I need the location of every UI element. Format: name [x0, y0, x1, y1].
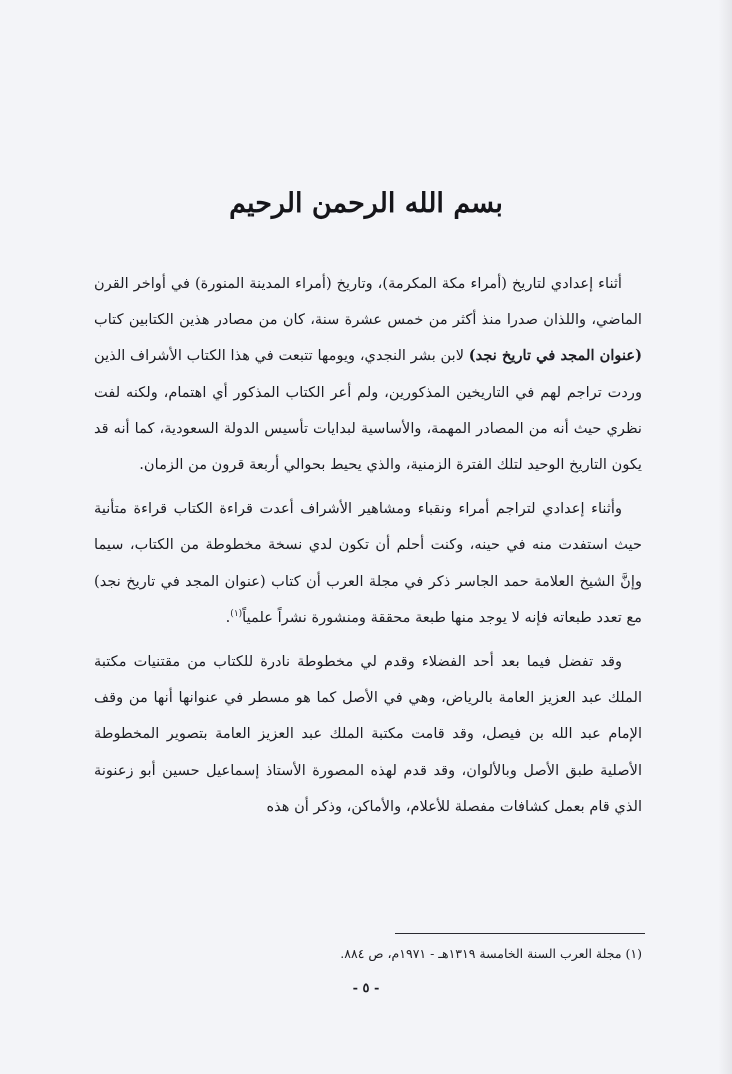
paragraph-1: [94, 266, 642, 483]
footnote-divider: [395, 933, 645, 934]
paragraph-1-continuation: لابن بشر النجدي، ويومها تتبعت في هذا الكتاب الأشراف الذين وردت تراجم لهم في التاريخين المذكورين، ولم أعر الكتاب المذكور أي اهتمام، ولكنه لفت نظري حيث أنه من المصادر المهمة، والأساسية لبدايات تأسيس الدولة السعودية، كما أنه قد يكون التاريخ الوحيد لتلك الفترة الزمنية، والذي يحيط بحوالي أربعة قرون من الزمان.: [94, 347, 642, 474]
footnote-reference: (١): [230, 608, 243, 619]
paragraph-2: [94, 491, 642, 636]
paragraph-1-text: أثناء إعدادي لتاريخ (أمراء مكة المكرمة)، وتاريخ (أمراء المدينة المنورة) في أواخر القرن الماضي، واللذان صدرا منذ أكثر من خمس عشرة سنة، كان من مصادر هذين الكتابين كتاب: [94, 275, 642, 329]
book-title-bold: (عنوان المجد في تاريخ نجد): [468, 347, 642, 365]
footnote: (١) مجلة العرب السنة الخامسة ١٣١٩هـ - ١٩٧١م، ص ٨٨٤.: [340, 946, 642, 961]
paragraph-3-text: وقد تفضل فيما بعد أحد الفضلاء وقدم لي مخطوطة نادرة للكتاب من مقتنيات مكتبة الملك عبد العزيز العامة بالرياض، وهي في الأصل كما هو مسطر في عنوانها أنها من وقف الإمام عبد الله بن فيصل، وقد قامت مكتبة الملك عبد العزيز العامة بتصوير المخطوطة الأصلية طبق الأصل وبالألوان، وقد قدم لهذه المصورة الأستاذ إسماعيل حسين أبو زعنونة الذي قام بعمل كشافات مفصلة للأعلام، والأماكن، وذكر أن هذه: [94, 653, 642, 815]
body-text: [94, 266, 642, 825]
paragraph-2-end: .: [225, 608, 231, 626]
basmala-heading: بسم الله الرحمن الرحيم: [229, 188, 503, 219]
paragraph-3: [94, 644, 642, 825]
page-edge-shadow: [718, 0, 732, 1074]
paragraph-2-text: وأثناء إعدادي لتراجم أمراء ونقباء ومشاهير الأشراف أعدت قراءة الكتاب قراءة متأنية حيث استفدت منه في حينه، وكنت أحلم أن تكون لدي نسخة مخطوطة من الكتاب، سيما وإنَّ الشيخ العلامة حمد الجاسر ذكر في مجلة العرب أن كتاب (عنوان المجد في تاريخ نجد) مع تعدد طبعاته فإنه لا يوجد منها طبعة محققة ومنشورة نشراً علمياً: [94, 500, 642, 626]
page-number: - ٥ -: [352, 981, 380, 996]
